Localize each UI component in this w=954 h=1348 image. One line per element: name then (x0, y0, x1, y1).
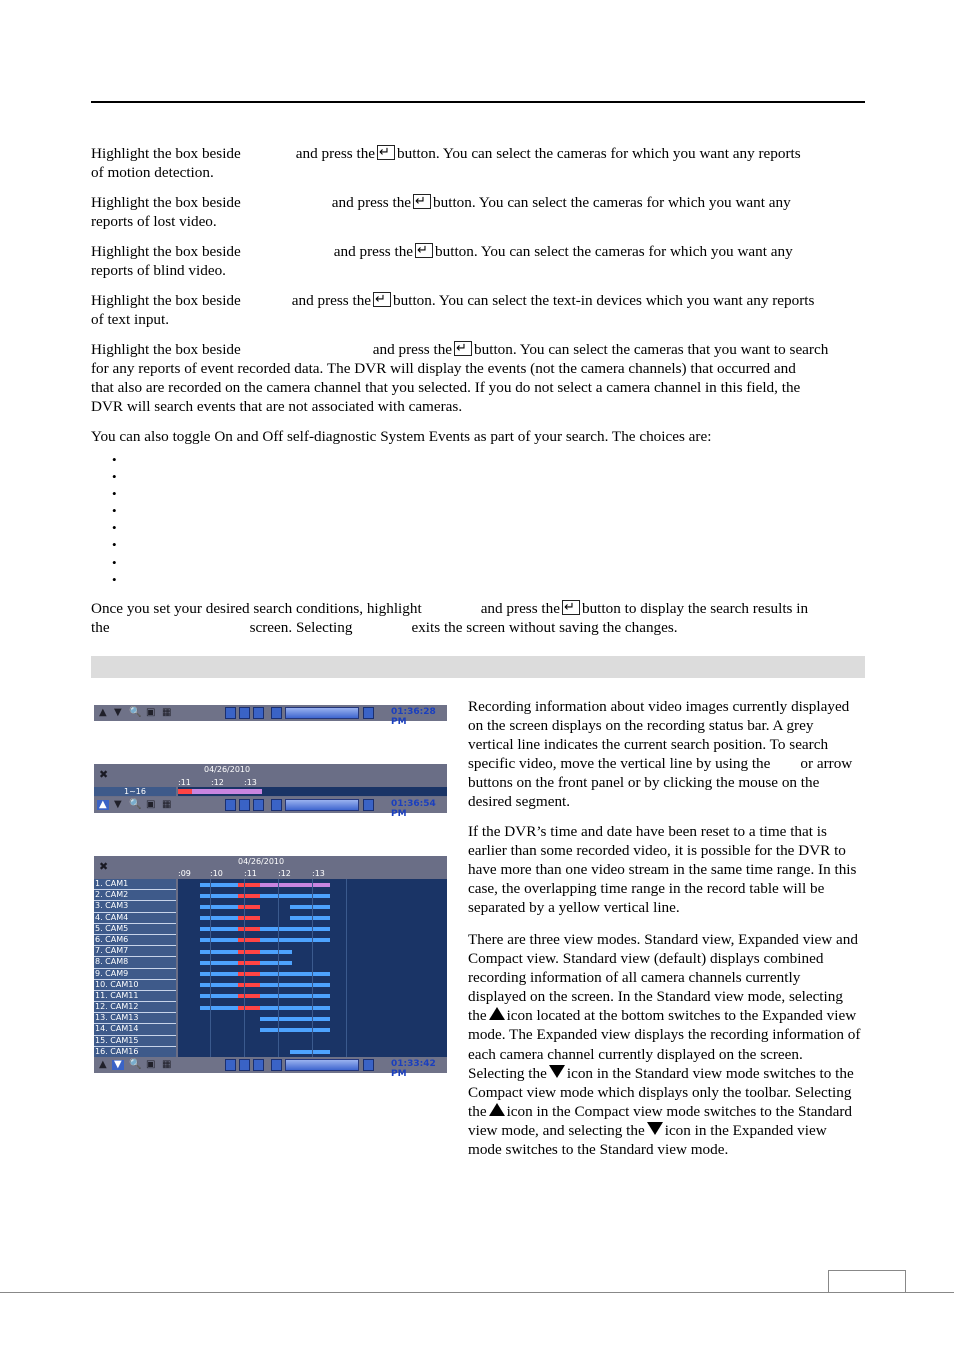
camera-label: 7. CAM7 (94, 946, 176, 957)
play-button[interactable] (239, 799, 250, 811)
paragraph-motion (91, 144, 863, 182)
calendar-icon[interactable]: ▦ (162, 799, 172, 810)
record-area[interactable] (178, 879, 447, 1058)
grid-line (244, 879, 245, 1058)
search-icon[interactable]: ▣ (146, 707, 156, 718)
record-segment (200, 927, 238, 931)
time-slider[interactable] (285, 1059, 359, 1071)
tick-label: :10 (210, 869, 223, 878)
record-segment (200, 994, 238, 998)
paragraph-view-modes (468, 930, 862, 1159)
record-segment (290, 916, 330, 920)
text: and press the (480, 600, 560, 617)
current-time: 01:33:42 PM (391, 1059, 436, 1079)
text: icon in the Standard view mode switches to the Compact view mode which displays only the toolbar. Selecting the (468, 1064, 854, 1120)
paragraph-associated-camera (91, 340, 863, 416)
time-slider[interactable] (285, 799, 359, 811)
record-segment (200, 916, 238, 920)
record-segment (200, 972, 238, 976)
record-segment (200, 894, 238, 898)
tick-label: :09 (178, 869, 191, 878)
play-button[interactable] (239, 1059, 250, 1071)
camera-label: 13. CAM13 (94, 1013, 176, 1024)
record-segment (260, 894, 330, 898)
text: or (800, 755, 814, 773)
text: button. You can select the cameras for which you want any (433, 194, 791, 211)
camera-label: 6. CAM6 (94, 935, 176, 946)
record-segment (238, 916, 260, 920)
record-segment (260, 927, 330, 931)
camera-label: 5. CAM5 (94, 924, 176, 935)
text: button. You can select the text-in devices which you want any reports (393, 292, 815, 309)
view-up-icon[interactable]: ▲ (99, 1059, 107, 1070)
text: button. You can select the cameras that you want to search (474, 341, 829, 358)
enter-key-icon (562, 600, 580, 615)
camera-label: 10. CAM10 (94, 980, 176, 991)
calendar-icon[interactable]: ▦ (162, 707, 172, 718)
zoom-icon[interactable]: 🔍 (129, 799, 142, 810)
record-segment (260, 961, 292, 965)
enter-key-icon (413, 194, 431, 209)
enter-key-icon (373, 292, 391, 307)
rewind-button[interactable] (271, 799, 282, 811)
text: reports of blind video. (91, 262, 226, 279)
record-segment (200, 950, 238, 954)
record-segment (260, 1028, 330, 1032)
view-down-icon[interactable]: ▼ (114, 707, 122, 718)
expanded-view-panel (94, 856, 447, 1079)
tick-label: :13 (244, 778, 257, 787)
camera-label: 3. CAM3 (94, 901, 176, 912)
grid-line (312, 879, 313, 1058)
time-slider[interactable] (285, 707, 359, 719)
standard-view-panel (94, 764, 447, 819)
text: the (91, 619, 110, 636)
record-segment (238, 961, 260, 965)
close-icon[interactable]: ✖ (99, 768, 109, 781)
text: that also are recorded on the camera channel that you selected. If you do not select a camera channel in this field, the (91, 379, 801, 396)
record-segment (290, 1050, 330, 1054)
enter-key-icon (377, 145, 395, 160)
text: Highlight the box beside (91, 341, 241, 358)
record-segment (238, 983, 260, 987)
timeline-date: 04/26/2010 (204, 765, 251, 774)
text: icon in the Expanded view mode switches to the Standard view mode. (468, 1121, 827, 1159)
paragraph-recording-info (468, 697, 862, 812)
camera-label: 1. CAM1 (94, 879, 176, 890)
forward-button[interactable] (363, 1059, 374, 1071)
text: Once you set your desired search conditions, highlight (91, 600, 422, 617)
view-up-icon[interactable]: ▲ (99, 707, 107, 718)
text: Highlight the box beside (91, 145, 241, 162)
tick-label: :12 (211, 778, 224, 787)
camera-label: 16. CAM16 (94, 1047, 176, 1058)
tick-label: :13 (312, 869, 325, 878)
enter-key-icon (454, 341, 472, 356)
prev-button[interactable] (225, 799, 236, 811)
text: for any reports of event recorded data. The DVR will display the events (not the camera channels) that occurred and (91, 360, 796, 377)
text: screen. Selecting (249, 619, 353, 636)
zoom-icon[interactable]: 🔍 (129, 707, 142, 718)
text: icon located at the bottom switches to the Expanded view mode. The Expanded view displays the recording information of each camera channel currently displayed on the screen. Selecting the (468, 1007, 861, 1082)
next-button[interactable] (253, 799, 264, 811)
record-segment (260, 983, 330, 987)
record-segment (260, 883, 330, 887)
tick-label: :12 (278, 869, 291, 878)
footer-rule (0, 1292, 954, 1293)
current-time: 01:36:54 PM (391, 799, 436, 819)
paragraph-video-blind (91, 242, 863, 280)
record-segment (260, 994, 330, 998)
record-segment (238, 950, 260, 954)
prev-button[interactable] (225, 1059, 236, 1071)
text: of text input. (91, 311, 170, 328)
record-segment (290, 905, 330, 909)
camera-label: 8. CAM8 (94, 957, 176, 968)
expanded-grid[interactable] (94, 879, 447, 1058)
record-segment (260, 938, 330, 942)
text: button. You can select the cameras for which you want any reports (397, 145, 801, 162)
grid-line (346, 879, 347, 1058)
expanded-ticks (178, 869, 447, 878)
text: DVR will search events that are not associated with cameras. (91, 398, 463, 415)
record-segment (238, 894, 260, 898)
tick-label: :11 (244, 869, 257, 878)
record-segment (260, 972, 330, 976)
current-time: 01:36:28 PM (391, 707, 436, 727)
compact-view-toolbar (94, 705, 447, 727)
page-number-tab (828, 1270, 906, 1292)
forward-button[interactable] (363, 799, 374, 811)
text: reports of lost video. (91, 213, 217, 230)
tick-label: :11 (178, 778, 191, 787)
view-up-icon (489, 1007, 505, 1020)
text: button. You can select the cameras for which you want any (435, 243, 793, 260)
header-rule (91, 101, 865, 103)
paragraph-overlap: If the DVR’s time and date have been reset to a time that is earlier than some recorded video, it is possible for the DVR to have more than one video stream in the same time range. In this case, the overlapping time range in the record table will be separated by a yellow vertical line. (468, 823, 857, 917)
paragraph-text-in (91, 291, 863, 329)
rewind-button[interactable] (271, 1059, 282, 1071)
record-segment (238, 883, 260, 887)
view-down-icon[interactable]: ▼ (114, 799, 122, 810)
text: exits the screen without saving the changes. (411, 619, 678, 636)
calendar-icon[interactable]: ▦ (162, 1059, 172, 1070)
search-icon[interactable]: ▣ (146, 1059, 156, 1070)
text: Highlight the box beside (91, 194, 241, 211)
record-segment (260, 1017, 330, 1021)
record-segment (238, 994, 260, 998)
record-segment (238, 938, 260, 942)
paragraph-video-loss (91, 193, 863, 231)
camera-label: 15. CAM15 (94, 1036, 176, 1047)
grid-line (278, 879, 279, 1058)
record-segment (200, 983, 238, 987)
view-down-icon (647, 1122, 663, 1135)
record-segment (238, 927, 260, 931)
text: Highlight the box beside (91, 292, 241, 309)
camera-label: 4. CAM4 (94, 913, 176, 924)
standard-ticks (178, 778, 378, 788)
text: button to display the search results in (581, 600, 809, 617)
text: and press the (291, 292, 372, 309)
timeline-date: 04/26/2010 (238, 857, 285, 866)
paragraph-once (91, 599, 863, 637)
text: and press the (372, 341, 453, 358)
text: and press the (333, 243, 414, 260)
search-icon[interactable]: ▣ (146, 799, 156, 810)
paragraph-system-events: You can also toggle On and Off self-diagnostic System Events as part of your search. The choices are: (91, 428, 712, 445)
record-segment (200, 1006, 238, 1010)
text: icon in the Compact view mode switches to the Standard view mode, and selecting the (468, 1102, 853, 1139)
play-button[interactable] (239, 707, 250, 719)
camera-label: 11. CAM11 (94, 991, 176, 1002)
grid-line (210, 879, 211, 1058)
channel-range-label: 1~16 (94, 787, 176, 796)
view-up-icon[interactable]: ▲ (99, 799, 107, 810)
camera-label: 2. CAM2 (94, 890, 176, 901)
record-segment (200, 938, 238, 942)
camera-label: 14. CAM14 (94, 1024, 176, 1035)
text: and press the (295, 145, 376, 162)
rewind-button[interactable] (271, 707, 282, 719)
record-segment (238, 905, 260, 909)
expanded-toolbar (94, 1057, 447, 1079)
text: There are three view modes. Standard view, Expanded view and Compact view. Standard view (default) displays combined recording information of all camera channels currently displayed on the screen. In the Standard view mode, selecting the (468, 931, 858, 1025)
enter-key-icon (415, 243, 433, 258)
record-segment (178, 789, 192, 794)
section-heading-bar (91, 656, 865, 678)
text: Highlight the box beside (91, 243, 241, 260)
text: arrow buttons on the front panel or by clicking the mouse on the desired segment. (468, 755, 853, 811)
record-segment (200, 905, 238, 909)
camera-label: 12. CAM12 (94, 1002, 176, 1013)
next-button[interactable] (253, 1059, 264, 1071)
record-segment (238, 1006, 260, 1010)
prev-button[interactable] (225, 707, 236, 719)
text: of motion detection. (91, 164, 214, 181)
text: and press the (331, 194, 412, 211)
record-segment (200, 883, 238, 887)
text: Recording information about video images currently displayed on the screen displays on the recording status bar. A grey vertical line indicates the current search position. To search specific video, move the vertical line by using the (468, 698, 850, 773)
view-down-icon (549, 1065, 565, 1078)
zoom-icon[interactable]: 🔍 (129, 1059, 142, 1070)
standard-timeline[interactable] (178, 787, 447, 796)
view-down-icon[interactable]: ▼ (114, 1059, 122, 1070)
forward-button[interactable] (363, 707, 374, 719)
next-button[interactable] (253, 707, 264, 719)
close-icon[interactable]: ✖ (99, 860, 109, 873)
view-up-icon (489, 1103, 505, 1116)
record-segment (260, 1006, 330, 1010)
record-segment (200, 961, 238, 965)
record-segment (192, 789, 262, 794)
record-segment (260, 950, 292, 954)
standard-toolbar (94, 797, 447, 819)
record-segment (238, 972, 260, 976)
camera-label: 9. CAM9 (94, 969, 176, 980)
